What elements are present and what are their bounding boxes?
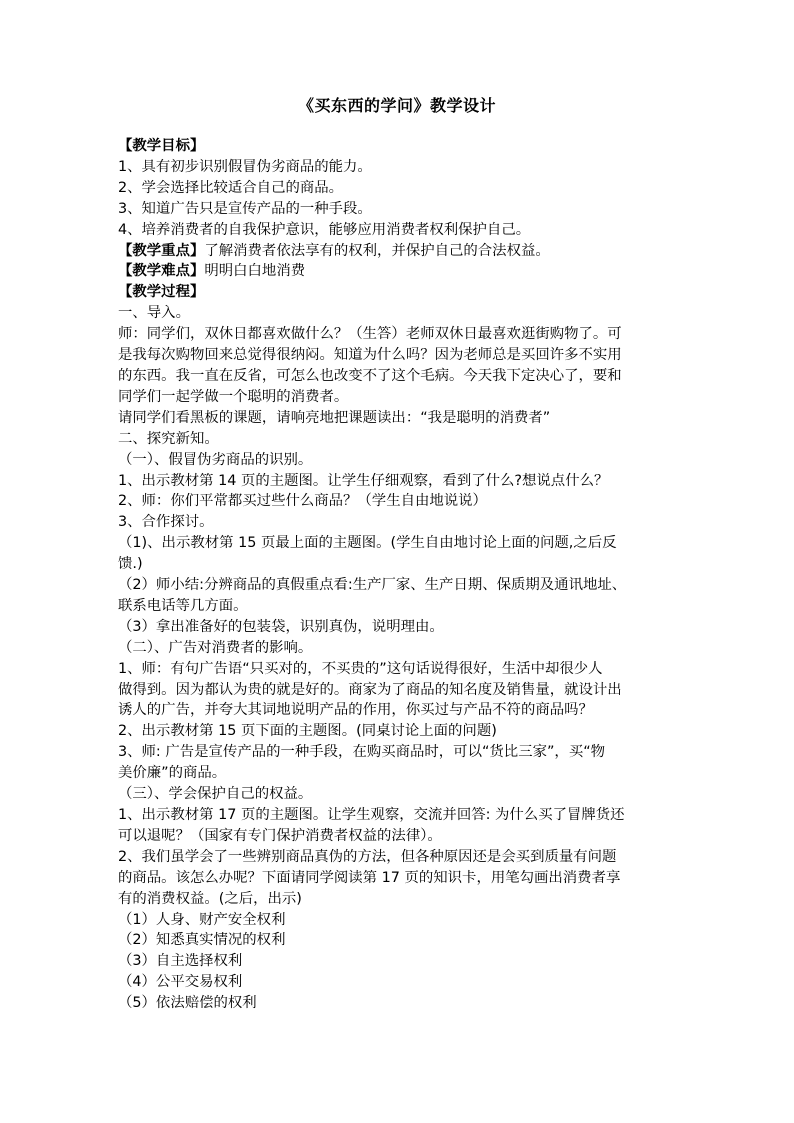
body-line xyxy=(118,763,678,784)
line-text: 师：同学们，双休日都喜欢做什么？（生答）老师双休日最喜欢逛街购物了。可 xyxy=(118,326,622,343)
body-line xyxy=(118,533,678,554)
line-text: 二、探究新知。 xyxy=(118,430,219,447)
line-text: （2）师小结:分辨商品的真假重点看:生产厂家、生产日期、保质期及通讯地址、 xyxy=(118,577,627,594)
body-line xyxy=(118,220,678,241)
body-line xyxy=(118,345,678,366)
body-line xyxy=(118,366,678,387)
line-text: （1）人身、财产安全权利 xyxy=(118,911,286,928)
body-line xyxy=(118,659,678,680)
body-line xyxy=(118,805,678,826)
line-text: 明明白白地消费 xyxy=(204,263,306,280)
body-line xyxy=(118,868,678,889)
body-line xyxy=(118,847,678,868)
line-text: （一）、假冒伪劣商品的识别。 xyxy=(118,451,313,468)
line-text: （1)、出示教材第 15 页最上面的主题图。(学生自由地讨论上面的问题,之后反 xyxy=(118,535,617,552)
body-line xyxy=(118,136,678,157)
body-line xyxy=(118,930,678,951)
line-text: 1、出示教材第 14 页的主题图。让学生仔细观察，看到了什么?想说点什么？ xyxy=(118,472,609,489)
body-line xyxy=(118,910,678,931)
body-line xyxy=(118,491,678,512)
body-line xyxy=(118,826,678,847)
body-line xyxy=(118,721,678,742)
line-text: （5）依法赔偿的权利 xyxy=(118,995,257,1012)
section-heading: 【教学目标】 xyxy=(118,138,205,154)
body-line xyxy=(118,303,678,324)
body-line xyxy=(118,638,678,659)
line-text: 4、培养消费者的自我保护意识，能够应用消费者权利保护自己。 xyxy=(118,221,531,238)
body-line xyxy=(118,241,678,262)
body-line xyxy=(118,554,678,575)
line-text: 联系电话等几方面。 xyxy=(118,597,248,614)
body-line xyxy=(118,324,678,345)
body-line xyxy=(118,951,678,972)
document-title: 《买东西的学问》教学设计 xyxy=(297,96,496,115)
line-text: 1、师：有句广告语“只买对的，不买贵的”这句话说得很好，生活中却很少人 xyxy=(118,660,603,677)
section-heading: 【教学过程】 xyxy=(118,284,205,301)
line-text: （三）、学会保护自己的权益。 xyxy=(118,786,313,803)
line-text: 一、导入。 xyxy=(118,305,190,322)
body-line xyxy=(118,157,678,178)
line-text: 的商品。该怎么办呢？下面请同学阅读第 17 页的知识卡，用笔勾画出消费者享 xyxy=(118,869,621,886)
line-text: 3、师: 广告是宣传产品的一种手段，在购买商品时，可以“货比三家”，买“物 xyxy=(118,744,606,761)
body-line xyxy=(118,199,678,220)
line-text: 3、合作探讨。 xyxy=(118,514,214,531)
body-line xyxy=(118,450,678,471)
line-text: 3、知道广告只是宣传产品的一种手段。 xyxy=(118,200,372,217)
line-text: 了解消费者依法享有的权利，并保护自己的合法权益。 xyxy=(204,242,550,259)
line-text: （二）、广告对消费者的影响。 xyxy=(118,639,313,656)
body-line xyxy=(118,784,678,805)
body-line xyxy=(118,680,678,701)
line-text: 2、师：你们平常都买过些什么商品？（学生自由地说说） xyxy=(118,493,487,510)
body-line xyxy=(118,575,678,596)
line-text: 可以退呢？（国家有专门保护消费者权益的法律）。 xyxy=(118,827,442,844)
body-line xyxy=(118,471,678,492)
line-text: 请同学们看黑板的课题，请响亮地把课题读出：“我是聪明的消费者” xyxy=(118,409,551,426)
body-line xyxy=(118,700,678,721)
body-line xyxy=(118,429,678,450)
line-text: 美价廉”的商品。 xyxy=(118,765,227,782)
body-line xyxy=(118,889,678,910)
body-line xyxy=(118,282,678,303)
line-text: 有的消费权益。(之后，出示) xyxy=(118,890,302,907)
body-line xyxy=(118,972,678,993)
body-line xyxy=(118,512,678,533)
line-text: 2、出示教材第 15 页下面的主题图。(同桌讨论上面的问题) xyxy=(118,723,497,740)
section-heading: 【教学难点】 xyxy=(118,263,205,280)
body-line xyxy=(118,178,678,199)
body-line xyxy=(118,993,678,1014)
body-line xyxy=(118,617,678,638)
body-line xyxy=(118,408,678,429)
document-body xyxy=(118,136,678,1014)
section-heading: 【教学重点】 xyxy=(118,242,205,259)
body-line xyxy=(118,261,678,282)
body-line xyxy=(118,742,678,763)
line-text: 的东西。我一直在反省，可怎么也改变不了这个毛病。今天我下定决心了，要和 xyxy=(118,367,622,384)
line-text: （3）拿出准备好的包装袋，识别真伪，说明理由。 xyxy=(118,618,444,635)
line-text: 1、出示教材第 17 页的主题图。让学生观察，交流并回答: 为什么买了冒牌货还 xyxy=(118,807,625,823)
line-text: （2）知悉真实情况的权利 xyxy=(118,932,286,949)
line-text: 诱人的广告，并夸大其词地说明产品的作用，你买过与产品不符的商品吗？ xyxy=(118,702,593,719)
line-text: 做得到。因为都认为贵的就是好的。商家为了商品的知名度及销售量，就设计出 xyxy=(118,681,622,698)
line-text: 是我每次购物回来总觉得很纳闷。知道为什么吗？因为老师总是买回许多不实用 xyxy=(118,347,622,364)
line-text: 馈.) xyxy=(118,556,143,573)
line-text: 同学们一起学做一个聪明的消费者。 xyxy=(118,388,349,405)
body-line xyxy=(118,387,678,408)
line-text: （4）公平交易权利 xyxy=(118,974,243,991)
line-text: 1、具有初步识别假冒伪劣商品的能力。 xyxy=(118,158,372,175)
line-text: （3）自主选择权利 xyxy=(118,953,243,970)
body-line xyxy=(118,596,678,617)
line-text: 2、学会选择比较适合自己的商品。 xyxy=(118,179,344,196)
line-text: 2、我们虽学会了一些辨别商品真伪的方法，但各种原因还是会买到质量有问题 xyxy=(118,848,617,865)
